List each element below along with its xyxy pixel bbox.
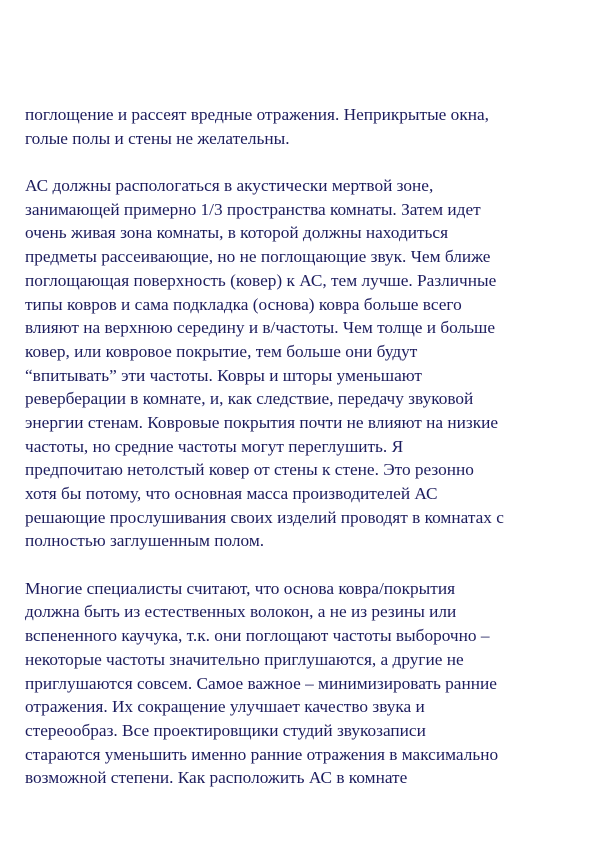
- text-line: приглушаются совсем. Самое важное – минимизировать ранние: [25, 673, 497, 693]
- text-line: поглощение и рассеят вредные отражения. Неприкрытые окна,: [25, 105, 489, 124]
- text-line: ковер, или ковровое покрытие, тем больше они будут: [25, 341, 418, 361]
- text-line: “впитывать” эти частоты. Ковры и шторы уменьшают: [25, 365, 422, 385]
- text-line: предпочитаю нетолстый ковер от стены к стене. Это резонно: [25, 460, 474, 480]
- text-line: некоторые частоты значительно приглушаются, а другие не: [25, 649, 464, 669]
- document-body: [25, 103, 575, 790]
- text-line: предметы рассеивающие, но не поглощающие звук. Чем ближе: [25, 247, 491, 267]
- paragraph-3: [25, 577, 575, 790]
- text-line: реверберации в комнате, и, как следствие, передачу звуковой: [25, 389, 474, 409]
- text-line: энергии стенам. Ковровые покрытия почти не влияют на низкие: [25, 412, 499, 432]
- text-line: влияют на верхнюю середину и в/частоты. Чем толще и больше: [25, 318, 496, 338]
- text-line: занимающей примерно 1/3 пространства комнаты. Затем идет: [25, 199, 481, 219]
- text-line: стереообраз. Все проектировщики студий звукозаписи: [25, 720, 426, 740]
- text-line: поглощающая поверхность (ковер) к АС, тем лучше. Различные: [25, 270, 497, 290]
- text-line: типы ковров и сама подкладка (основа) ковра больше всего: [25, 294, 462, 314]
- paragraph-gap: [25, 553, 575, 577]
- text-line: голые полы и стены не желательны.: [25, 128, 290, 148]
- text-line: решающие прослушивания своих изделий проводят в комнатах с: [25, 507, 504, 527]
- paragraph-1: [25, 103, 575, 150]
- text-line: возможной степени. Как расположить АС в комнате: [25, 768, 408, 788]
- paragraph-gap: [25, 150, 575, 174]
- text-line: АС должны распологаться в акустически мертвой зоне,: [25, 176, 434, 196]
- text-line: Многие специалисты считают, что основа ковра/покрытия: [25, 578, 456, 598]
- text-line: полностью заглушенным полом.: [25, 531, 265, 551]
- text-line: отражения. Их сокращение улучшает качество звука и: [25, 697, 425, 717]
- text-line: хотя бы потому, что основная масса производителей АС: [25, 484, 438, 503]
- text-line: должна быть из естественных волокон, а не из резины или: [25, 602, 457, 622]
- text-line: вспененного каучука, т.к. они поглощают частоты выборочно –: [25, 626, 490, 646]
- text-line: стараются уменьшить именно ранние отражения в максимально: [25, 744, 499, 764]
- paragraph-2: [25, 174, 575, 553]
- text-line: частоты, но средние частоты могут переглушить. Я: [25, 436, 404, 456]
- text-line: очень живая зона комнаты, в которой должны находиться: [25, 223, 449, 243]
